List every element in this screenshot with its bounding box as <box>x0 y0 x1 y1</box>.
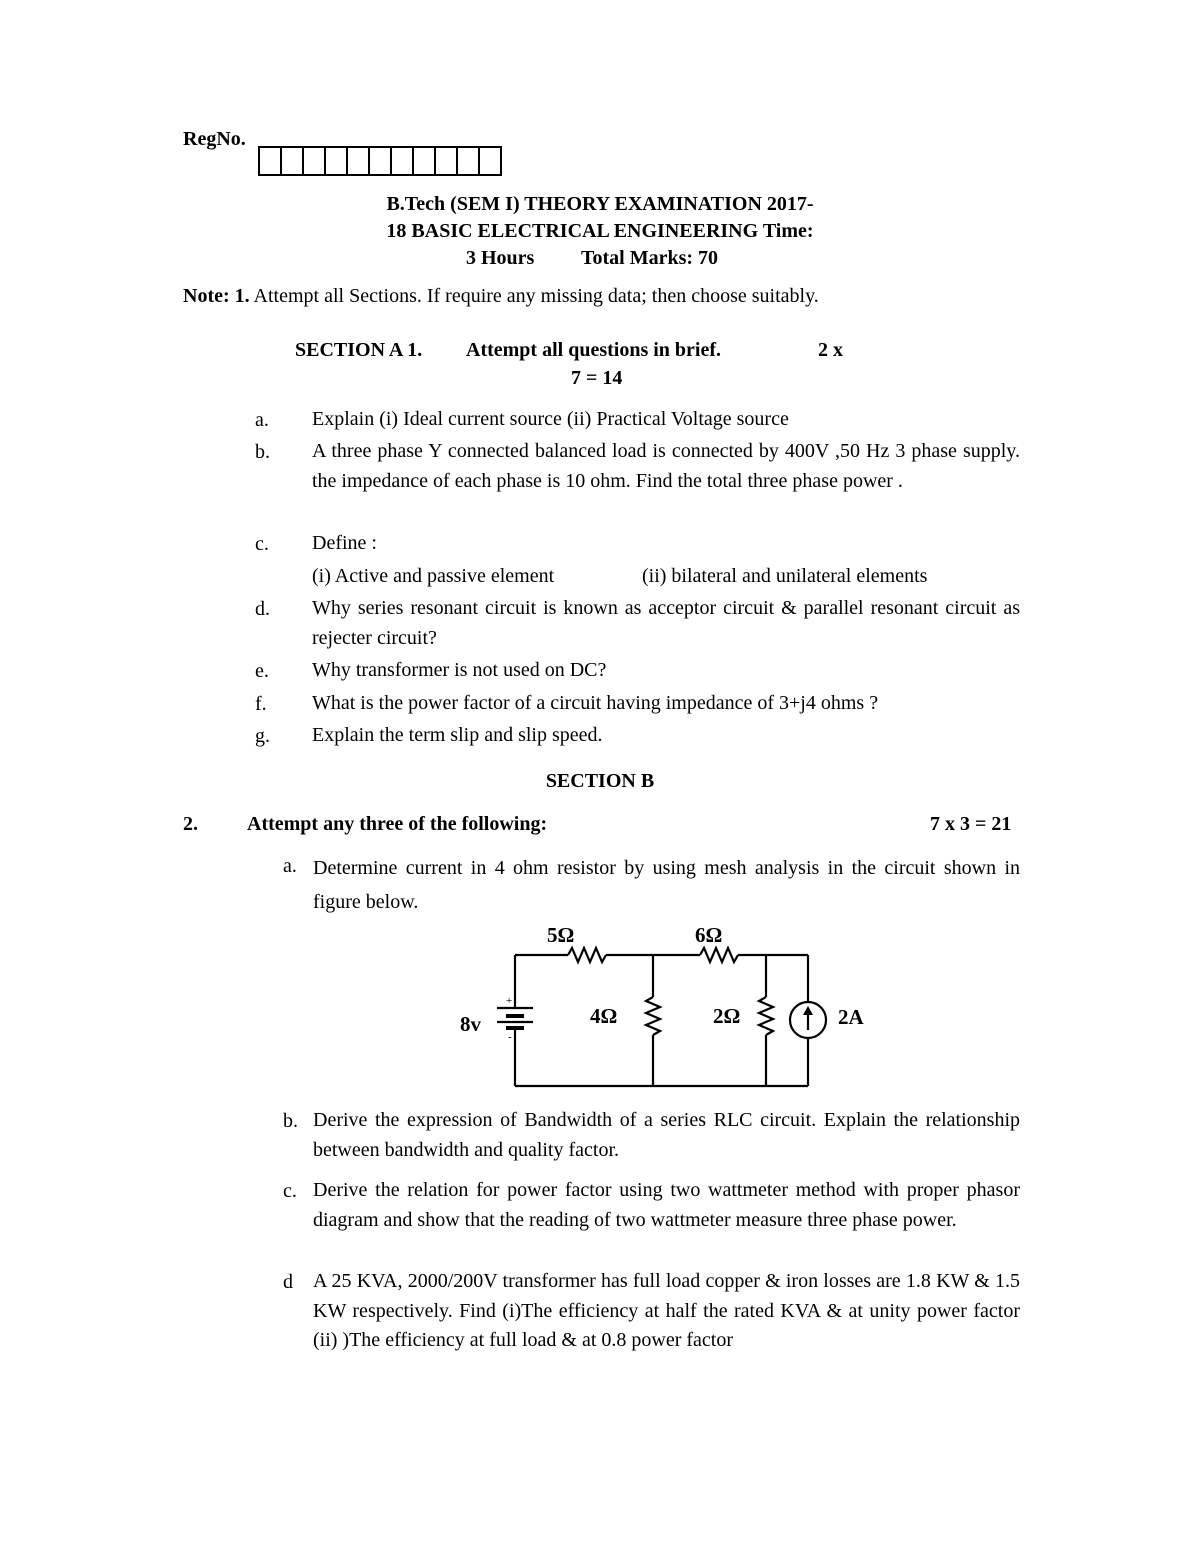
question-f-letter: f. <box>255 693 267 715</box>
note-label: Note: 1. <box>183 285 250 307</box>
question-c-text: Define : <box>312 532 377 554</box>
question-2a-text: Determine current in 4 ohm resistor by using mesh analysis in the circuit shown in figure below. <box>313 857 1020 913</box>
label-6-ohm: 6Ω <box>695 923 723 947</box>
section-a-instruction: Attempt all questions in brief. <box>466 339 721 361</box>
resistor-5-ohm <box>568 948 606 962</box>
question-2a-letter: a. <box>283 855 297 877</box>
note-text: Attempt all Sections. If require any missing data; then choose suitably. <box>249 285 819 307</box>
regno-digit-box[interactable] <box>282 148 304 174</box>
exam-title-line2: 18 BASIC ELECTRICAL ENGINEERING Time: <box>386 220 814 242</box>
regno-digit-box[interactable] <box>260 148 282 174</box>
question-2b-text: Derive the expression of Bandwidth of a series RLC circuit. Explain the relationship between bandwidth and quality factor. <box>313 1109 1020 1161</box>
resistor-6-ohm <box>700 948 738 962</box>
question-d-letter: d. <box>255 598 270 620</box>
label-8v: 8v <box>460 1012 481 1036</box>
voltage-source <box>497 1008 533 1028</box>
question-b-letter: b. <box>255 441 270 463</box>
label-2a: 2A <box>838 1005 864 1029</box>
question-2d-letter: d <box>283 1271 293 1293</box>
question-f-text: What is the power factor of a circuit having impedance of 3+j4 ohms ? <box>312 692 879 714</box>
question-g-letter: g. <box>255 725 270 747</box>
question-d-text: Why series resonant circuit is known as acceptor circuit & parallel resonant circuit as rejecter circuit? <box>312 597 1020 649</box>
section-a-marks-2: 7 = 14 <box>571 367 623 389</box>
regno-digit-box[interactable] <box>414 148 436 174</box>
regno-digit-box[interactable] <box>304 148 326 174</box>
question-2b-letter: b. <box>283 1110 298 1132</box>
question-2-number: 2. <box>183 813 198 835</box>
question-c-sub2: (ii) bilateral and unilateral elements <box>642 565 928 587</box>
regno-label: RegNo. <box>183 128 246 150</box>
question-2c-text: Derive the relation for power factor using two wattmeter method with proper phasor diagram and show that the reading of two wattmeter measure three phase power. <box>313 1179 1020 1231</box>
label-minus: - <box>508 1031 512 1043</box>
section-b-marks: 7 x 3 = 21 <box>930 813 1012 835</box>
duration: 3 Hours <box>466 247 535 269</box>
regno-digit-box[interactable] <box>436 148 458 174</box>
regno-digit-box[interactable] <box>392 148 414 174</box>
section-a-heading: SECTION A 1. <box>295 339 423 361</box>
question-2d-text: A 25 KVA, 2000/200V transformer has full load copper & iron losses are 1.8 KW & 1.5 KW respectively. Find (i)The efficiency at half the rated KVA & at unity power factor (ii) )The efficiency at full load & at 0.8 power factor <box>313 1270 1020 1351</box>
resistor-4-ohm <box>646 997 660 1035</box>
section-b-heading: SECTION B <box>545 770 655 792</box>
label-5-ohm: 5Ω <box>547 923 575 947</box>
question-e-letter: e. <box>255 660 269 682</box>
question-e-text: Why transformer is not used on DC? <box>312 659 607 681</box>
label-4-ohm: 4Ω <box>590 1004 618 1028</box>
exam-title-line1: B.Tech (SEM I) THEORY EXAMINATION 2017- <box>386 193 814 215</box>
regno-boxes[interactable] <box>258 146 502 176</box>
regno-digit-box[interactable] <box>370 148 392 174</box>
question-a-text: Explain (i) Ideal current source (ii) Practical Voltage source <box>312 408 789 430</box>
regno-digit-box[interactable] <box>348 148 370 174</box>
regno-digit-box[interactable] <box>480 148 502 174</box>
question-c-letter: c. <box>255 533 269 555</box>
label-2-ohm: 2Ω <box>713 1004 741 1028</box>
note <box>183 285 819 308</box>
question-c-sub1: (i) Active and passive element <box>312 565 555 587</box>
regno-digit-box[interactable] <box>326 148 348 174</box>
question-2c-letter: c. <box>283 1180 297 1202</box>
total-marks: Total Marks: 70 <box>581 247 719 269</box>
question-g-text: Explain the term slip and slip speed. <box>312 724 603 746</box>
arrow-up-icon <box>803 1006 813 1015</box>
regno-digit-box[interactable] <box>458 148 480 174</box>
question-b-text: A three phase Y connected balanced load is connected by 400V ,50 Hz 3 phase supply. the impedance of each phase is 10 ohm. Find the total three phase power . <box>312 440 1020 492</box>
circuit-diagram <box>440 915 880 1095</box>
resistor-2-ohm <box>759 997 773 1035</box>
question-a-letter: a. <box>255 409 269 431</box>
label-plus: + <box>506 995 513 1007</box>
section-b-instruction: Attempt any three of the following: <box>247 813 548 835</box>
section-a-marks-1: 2 x <box>818 339 843 361</box>
